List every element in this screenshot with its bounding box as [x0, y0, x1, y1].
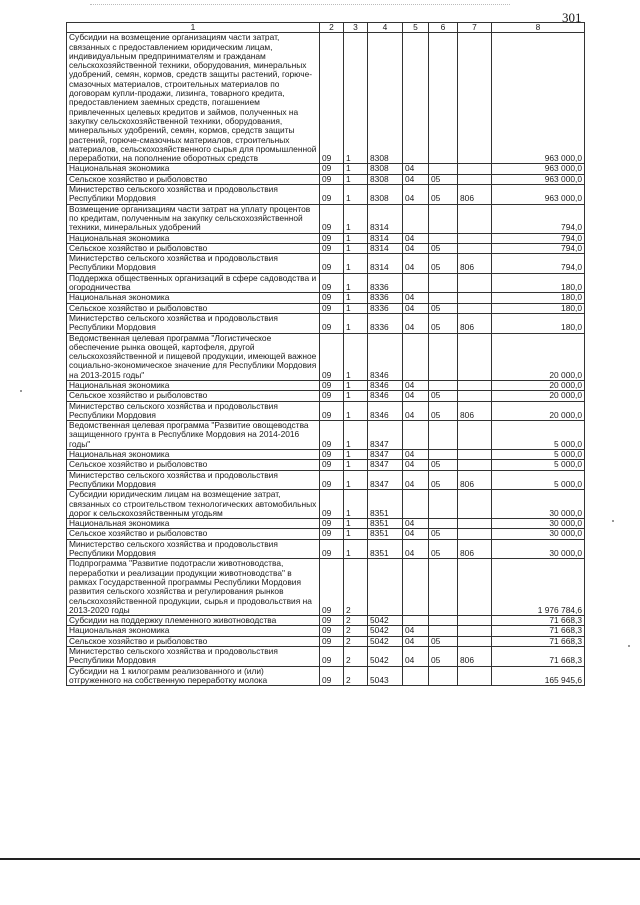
code-cell: 04 — [403, 254, 429, 274]
scan-speck — [628, 645, 630, 647]
table-row — [67, 470, 585, 490]
code-cell: 1 — [344, 254, 368, 274]
code-cell: 8351 — [368, 529, 403, 539]
code-cell: 5043 — [368, 666, 403, 686]
code-cell: 1 — [344, 185, 368, 205]
code-cell: 09 — [320, 293, 344, 303]
code-cell: 5042 — [368, 647, 403, 667]
code-cell: 09 — [320, 470, 344, 490]
amount-cell: 71 668,3 — [492, 616, 585, 626]
code-cell — [458, 529, 492, 539]
code-cell: 8346 — [368, 380, 403, 390]
code-cell: 8346 — [368, 391, 403, 401]
code-cell: 8308 — [368, 185, 403, 205]
code-cell: 8346 — [368, 401, 403, 421]
row-label-cell: Возмещение организациям части затрат на уплату процентов по кредитам, полученным на закупку сельскохозяйственной техники, минеральных удобрений — [67, 204, 320, 233]
code-cell: 09 — [320, 254, 344, 274]
code-cell: 09 — [320, 391, 344, 401]
table-row — [67, 450, 585, 460]
code-cell — [429, 559, 458, 616]
code-cell — [429, 33, 458, 164]
code-cell — [403, 421, 429, 450]
code-cell: 806 — [458, 647, 492, 667]
code-cell — [403, 273, 429, 293]
row-label-cell: Сельское хозяйство и рыболовство — [67, 460, 320, 470]
amount-cell: 20 000,0 — [492, 333, 585, 380]
code-cell: 8347 — [368, 460, 403, 470]
column-header: 1 — [67, 23, 320, 33]
code-cell: 8336 — [368, 273, 403, 293]
code-cell: 1 — [344, 174, 368, 184]
row-label-cell: Сельское хозяйство и рыболовство — [67, 636, 320, 646]
code-cell — [429, 519, 458, 529]
code-cell: 8308 — [368, 164, 403, 174]
table-row — [67, 626, 585, 636]
code-cell: 09 — [320, 559, 344, 616]
code-cell: 1 — [344, 164, 368, 174]
code-cell: 1 — [344, 380, 368, 390]
code-cell: 5042 — [368, 626, 403, 636]
row-label-cell: Сельское хозяйство и рыболовство — [67, 529, 320, 539]
code-cell: 05 — [429, 401, 458, 421]
code-cell: 05 — [429, 174, 458, 184]
table-row — [67, 313, 585, 333]
row-label-cell: Поддержка общественных организаций в сфере садоводства и огородничества — [67, 273, 320, 293]
amount-cell: 180,0 — [492, 273, 585, 293]
code-cell: 09 — [320, 490, 344, 519]
code-cell: 5042 — [368, 636, 403, 646]
code-cell — [429, 333, 458, 380]
code-cell: 09 — [320, 529, 344, 539]
code-cell: 05 — [429, 647, 458, 667]
table-row — [67, 559, 585, 616]
code-cell: 09 — [320, 647, 344, 667]
code-cell: 1 — [344, 33, 368, 164]
row-label-cell: Ведомственная целевая программа "Развитие овощеводства защищенного грунта в Республике Мордовия на 2014-2016 годы" — [67, 421, 320, 450]
code-cell: 05 — [429, 313, 458, 333]
code-cell — [403, 333, 429, 380]
table-row — [67, 391, 585, 401]
code-cell — [429, 616, 458, 626]
code-cell — [403, 666, 429, 686]
code-cell: 8314 — [368, 204, 403, 233]
row-label-cell: Субсидии на поддержку племенного животноводства — [67, 616, 320, 626]
row-label-cell: Министерство сельского хозяйства и продовольствия Республики Мордовия — [67, 185, 320, 205]
code-cell — [429, 204, 458, 233]
code-cell: 806 — [458, 185, 492, 205]
code-cell: 09 — [320, 401, 344, 421]
code-cell — [458, 559, 492, 616]
table-row — [67, 529, 585, 539]
code-cell: 05 — [429, 636, 458, 646]
table-header-row — [67, 23, 585, 33]
code-cell: 2 — [344, 636, 368, 646]
code-cell — [458, 164, 492, 174]
code-cell — [368, 559, 403, 616]
code-cell: 09 — [320, 616, 344, 626]
code-cell: 09 — [320, 380, 344, 390]
code-cell — [458, 450, 492, 460]
code-cell: 1 — [344, 490, 368, 519]
row-label-cell: Субсидии на 1 килограмм реализованного и (или) отгруженного на собственную переработку молока — [67, 666, 320, 686]
code-cell: 8336 — [368, 303, 403, 313]
amount-cell: 180,0 — [492, 313, 585, 333]
code-cell — [458, 33, 492, 164]
code-cell — [458, 243, 492, 253]
code-cell: 09 — [320, 333, 344, 380]
code-cell — [429, 164, 458, 174]
row-label-cell: Сельское хозяйство и рыболовство — [67, 243, 320, 253]
row-label-cell: Ведомственная целевая программа "Логистическое обеспечение рынка овощей, картофеля, другой сельскохозяйственной и пищевой продукции, имеющей важное социально-экономическое значение для Республики Мордовия на 2013-2015 годы" — [67, 333, 320, 380]
table-row — [67, 333, 585, 380]
code-cell — [458, 333, 492, 380]
amount-cell: 20 000,0 — [492, 401, 585, 421]
code-cell: 09 — [320, 164, 344, 174]
row-label-cell: Министерство сельского хозяйства и продовольствия Республики Мордовия — [67, 470, 320, 490]
amount-cell: 20 000,0 — [492, 380, 585, 390]
table-row — [67, 380, 585, 390]
row-label-cell: Сельское хозяйство и рыболовство — [67, 174, 320, 184]
amount-cell: 5 000,0 — [492, 421, 585, 450]
code-cell — [458, 421, 492, 450]
table-row — [67, 174, 585, 184]
code-cell — [429, 421, 458, 450]
code-cell: 1 — [344, 421, 368, 450]
table-row — [67, 401, 585, 421]
amount-cell: 5 000,0 — [492, 460, 585, 470]
code-cell: 04 — [403, 450, 429, 460]
code-cell: 2 — [344, 647, 368, 667]
code-cell — [458, 380, 492, 390]
code-cell: 8314 — [368, 243, 403, 253]
code-cell — [458, 391, 492, 401]
amount-cell: 71 668,3 — [492, 636, 585, 646]
amount-cell: 71 668,3 — [492, 626, 585, 636]
code-cell: 5042 — [368, 616, 403, 626]
code-cell: 04 — [403, 647, 429, 667]
table-row — [67, 460, 585, 470]
code-cell: 2 — [344, 559, 368, 616]
amount-cell: 1 976 784,6 — [492, 559, 585, 616]
amount-cell: 794,0 — [492, 204, 585, 233]
code-cell: 806 — [458, 313, 492, 333]
code-cell: 09 — [320, 460, 344, 470]
code-cell — [458, 490, 492, 519]
table-row — [67, 243, 585, 253]
code-cell: 04 — [403, 529, 429, 539]
code-cell — [429, 490, 458, 519]
code-cell: 2 — [344, 616, 368, 626]
amount-cell: 180,0 — [492, 293, 585, 303]
code-cell — [403, 204, 429, 233]
code-cell: 04 — [403, 401, 429, 421]
code-cell: 09 — [320, 636, 344, 646]
code-cell: 04 — [403, 243, 429, 253]
code-cell: 806 — [458, 470, 492, 490]
code-cell: 05 — [429, 185, 458, 205]
amount-cell: 30 000,0 — [492, 529, 585, 539]
code-cell: 04 — [403, 460, 429, 470]
code-cell: 09 — [320, 421, 344, 450]
amount-cell: 5 000,0 — [492, 450, 585, 460]
code-cell: 8308 — [368, 174, 403, 184]
row-label-cell: Национальная экономика — [67, 293, 320, 303]
code-cell: 05 — [429, 470, 458, 490]
code-cell: 04 — [403, 626, 429, 636]
code-cell: 1 — [344, 313, 368, 333]
code-cell: 09 — [320, 626, 344, 636]
amount-cell: 963 000,0 — [492, 174, 585, 184]
row-label-cell: Сельское хозяйство и рыболовство — [67, 303, 320, 313]
code-cell — [403, 616, 429, 626]
code-cell — [403, 490, 429, 519]
code-cell: 1 — [344, 293, 368, 303]
code-cell: 1 — [344, 460, 368, 470]
code-cell: 04 — [403, 313, 429, 333]
code-cell: 8308 — [368, 33, 403, 164]
code-cell: 04 — [403, 293, 429, 303]
code-cell: 1 — [344, 401, 368, 421]
column-header: 7 — [458, 23, 492, 33]
amount-cell: 963 000,0 — [492, 33, 585, 164]
code-cell — [429, 233, 458, 243]
code-cell: 806 — [458, 254, 492, 274]
code-cell: 2 — [344, 666, 368, 686]
amount-cell: 794,0 — [492, 254, 585, 274]
code-cell: 1 — [344, 470, 368, 490]
row-label-cell: Сельское хозяйство и рыболовство — [67, 391, 320, 401]
code-cell: 05 — [429, 254, 458, 274]
code-cell: 05 — [429, 529, 458, 539]
table-row — [67, 616, 585, 626]
code-cell: 1 — [344, 303, 368, 313]
code-cell: 8347 — [368, 421, 403, 450]
code-cell — [429, 450, 458, 460]
code-cell: 1 — [344, 233, 368, 243]
code-cell — [458, 204, 492, 233]
amount-cell: 30 000,0 — [492, 539, 585, 559]
code-cell: 09 — [320, 303, 344, 313]
code-cell: 09 — [320, 204, 344, 233]
code-cell: 04 — [403, 519, 429, 529]
code-cell: 8314 — [368, 233, 403, 243]
code-cell — [458, 616, 492, 626]
code-cell — [403, 559, 429, 616]
code-cell — [458, 460, 492, 470]
code-cell: 8347 — [368, 470, 403, 490]
code-cell: 04 — [403, 391, 429, 401]
code-cell: 09 — [320, 539, 344, 559]
code-cell — [403, 33, 429, 164]
code-cell: 1 — [344, 450, 368, 460]
amount-cell: 20 000,0 — [492, 391, 585, 401]
code-cell: 09 — [320, 313, 344, 333]
code-cell: 09 — [320, 519, 344, 529]
scan-speck — [612, 520, 614, 522]
code-cell: 05 — [429, 391, 458, 401]
code-cell: 04 — [403, 303, 429, 313]
table-row — [67, 636, 585, 646]
amount-cell: 165 945,6 — [492, 666, 585, 686]
code-cell: 8314 — [368, 254, 403, 274]
column-header: 4 — [368, 23, 403, 33]
code-cell: 09 — [320, 185, 344, 205]
amount-cell: 30 000,0 — [492, 519, 585, 529]
table-row — [67, 254, 585, 274]
table-row — [67, 293, 585, 303]
code-cell: 1 — [344, 204, 368, 233]
table-row — [67, 204, 585, 233]
table-row — [67, 666, 585, 686]
table-row — [67, 233, 585, 243]
row-label-cell: Национальная экономика — [67, 450, 320, 460]
row-label-cell: Министерство сельского хозяйства и продовольствия Республики Мордовия — [67, 313, 320, 333]
code-cell: 09 — [320, 450, 344, 460]
code-cell — [458, 293, 492, 303]
code-cell: 8351 — [368, 490, 403, 519]
code-cell — [429, 293, 458, 303]
table-row — [67, 164, 585, 174]
code-cell — [458, 303, 492, 313]
code-cell: 1 — [344, 333, 368, 380]
code-cell: 05 — [429, 243, 458, 253]
code-cell: 8351 — [368, 519, 403, 529]
row-label-cell: Министерство сельского хозяйства и продовольствия Республики Мордовия — [67, 539, 320, 559]
table-row — [67, 519, 585, 529]
budget-table — [66, 22, 585, 686]
code-cell: 2 — [344, 626, 368, 636]
code-cell: 04 — [403, 164, 429, 174]
scan-speck — [20, 390, 22, 392]
code-cell: 1 — [344, 391, 368, 401]
code-cell: 8346 — [368, 333, 403, 380]
row-label-cell: Подпрограмма "Развитие подотрасли животноводства, переработки и реализации продукции животноводства" в рамках Государственной программы Республики Мордовия развития сельского хозяйства и регулирования рынков сельскохозяйственной продукции, сырья и продовольствия на 2013-2020 годы — [67, 559, 320, 616]
code-cell: 05 — [429, 460, 458, 470]
column-header: 3 — [344, 23, 368, 33]
table-row — [67, 421, 585, 450]
code-cell — [429, 626, 458, 636]
row-label-cell: Национальная экономика — [67, 233, 320, 243]
amount-cell: 963 000,0 — [492, 185, 585, 205]
row-label-cell: Субсидии на возмещение организациям части затрат, связанных с предоставлением юридическим лицам, индивидуальным предпринимателям и гражданам сельскохозяйственной техники, оборудования, минеральных удобрений, семян, кормов, средств защиты растений, горюче-смазочных материалов, строительных материалов по договорам купли-продажи, лизинга, товарного кредита, предоставлением заемных средств, погашением привлеченных целевых кредитов и займов, полученных на закупку сельскохозяйственной техники, оборудования, минеральных удобрений, семян, кормов, средств защиты растений, горюче-смазочных материалов, строительных материалов, сельскохозяйственного сырья для промышленной переработки, на пополнение оборотных средств — [67, 33, 320, 164]
table-row — [67, 303, 585, 313]
table-row — [67, 273, 585, 293]
table-row — [67, 185, 585, 205]
table-row — [67, 647, 585, 667]
code-cell: 806 — [458, 401, 492, 421]
code-cell: 1 — [344, 243, 368, 253]
code-cell: 09 — [320, 273, 344, 293]
code-cell — [429, 380, 458, 390]
column-header: 2 — [320, 23, 344, 33]
code-cell: 1 — [344, 273, 368, 293]
code-cell: 04 — [403, 233, 429, 243]
bottom-scan-edge — [0, 858, 640, 860]
page-number: 301 — [562, 10, 582, 25]
code-cell: 05 — [429, 303, 458, 313]
code-cell: 04 — [403, 539, 429, 559]
code-cell: 04 — [403, 636, 429, 646]
code-cell — [458, 233, 492, 243]
code-cell: 1 — [344, 539, 368, 559]
code-cell: 04 — [403, 380, 429, 390]
code-cell: 04 — [403, 470, 429, 490]
code-cell — [458, 174, 492, 184]
row-label-cell: Национальная экономика — [67, 519, 320, 529]
code-cell: 09 — [320, 233, 344, 243]
top-scan-edge — [90, 4, 510, 5]
row-label-cell: Субсидии юридическим лицам на возмещение затрат, связанных со строительством технологических автомобильных дорог к сельскохозяйственным угодьям — [67, 490, 320, 519]
code-cell: 09 — [320, 33, 344, 164]
amount-cell: 5 000,0 — [492, 470, 585, 490]
code-cell — [458, 626, 492, 636]
amount-cell: 180,0 — [492, 303, 585, 313]
row-label-cell: Министерство сельского хозяйства и продовольствия Республики Мордовия — [67, 401, 320, 421]
code-cell: 806 — [458, 539, 492, 559]
code-cell: 8347 — [368, 450, 403, 460]
code-cell: 04 — [403, 174, 429, 184]
table-row — [67, 539, 585, 559]
table-row — [67, 490, 585, 519]
amount-cell: 794,0 — [492, 233, 585, 243]
code-cell: 8351 — [368, 539, 403, 559]
row-label-cell: Национальная экономика — [67, 380, 320, 390]
row-label-cell: Министерство сельского хозяйства и продовольствия Республики Мордовия — [67, 647, 320, 667]
column-header: 6 — [429, 23, 458, 33]
column-header: 8 — [492, 23, 585, 33]
row-label-cell: Национальная экономика — [67, 626, 320, 636]
code-cell: 05 — [429, 539, 458, 559]
code-cell: 1 — [344, 519, 368, 529]
code-cell: 04 — [403, 185, 429, 205]
code-cell: 09 — [320, 666, 344, 686]
code-cell: 8336 — [368, 293, 403, 303]
code-cell — [458, 273, 492, 293]
column-header: 5 — [403, 23, 429, 33]
row-label-cell: Национальная экономика — [67, 164, 320, 174]
code-cell: 09 — [320, 243, 344, 253]
table-row — [67, 33, 585, 164]
amount-cell: 30 000,0 — [492, 490, 585, 519]
code-cell — [429, 273, 458, 293]
amount-cell: 71 668,3 — [492, 647, 585, 667]
code-cell — [429, 666, 458, 686]
amount-cell: 963 000,0 — [492, 164, 585, 174]
code-cell — [458, 666, 492, 686]
code-cell: 1 — [344, 529, 368, 539]
code-cell — [458, 636, 492, 646]
code-cell: 8336 — [368, 313, 403, 333]
code-cell — [458, 519, 492, 529]
row-label-cell: Министерство сельского хозяйства и продовольствия Республики Мордовия — [67, 254, 320, 274]
amount-cell: 794,0 — [492, 243, 585, 253]
code-cell: 09 — [320, 174, 344, 184]
